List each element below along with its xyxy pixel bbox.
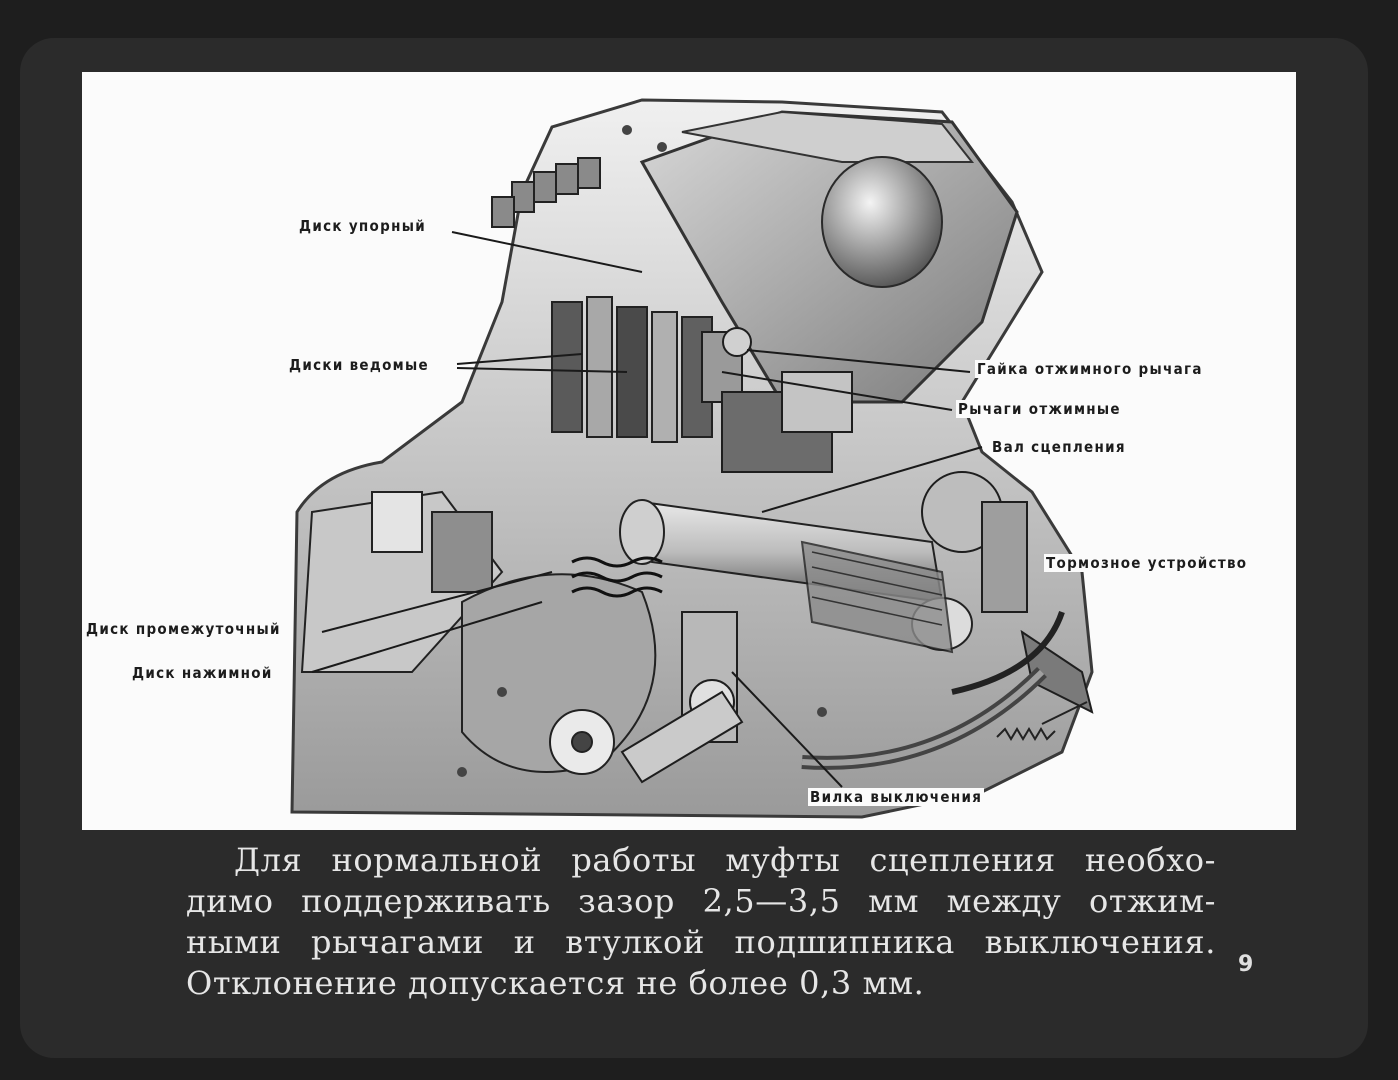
caption-line-3: ными рычагами и втулкой подшипника выключения. xyxy=(186,923,1216,961)
label-val: Вал сцепления xyxy=(992,438,1126,456)
label-rychagi: Рычаги отжимные xyxy=(958,400,1121,418)
page-number: 9 xyxy=(1238,952,1254,977)
caption-line-2: димо поддерживать зазор 2,5—3,5 мм между отжим- xyxy=(186,882,1216,920)
label-tormoznoe: Тормозное устройство xyxy=(1046,554,1248,572)
label-gaika: Гайка отжимного рычага xyxy=(977,360,1203,378)
caption-text xyxy=(186,840,1216,1004)
caption-line-4: Отклонение допускается не более 0,3 мм. xyxy=(186,964,925,1002)
label-disk-promezh: Диск промежуточный xyxy=(86,620,281,638)
caption-line-1: Для нормальной работы муфты сцепления необхо- xyxy=(234,841,1216,879)
label-vilka: Вилка выключения xyxy=(810,788,983,806)
label-disk-nazhim: Диск нажимной xyxy=(132,664,273,682)
clutch-illustration xyxy=(82,72,1296,830)
label-disk-upornyi: Диск упорный xyxy=(299,217,426,235)
label-diski-vedomye: Диски ведомые xyxy=(289,356,429,374)
